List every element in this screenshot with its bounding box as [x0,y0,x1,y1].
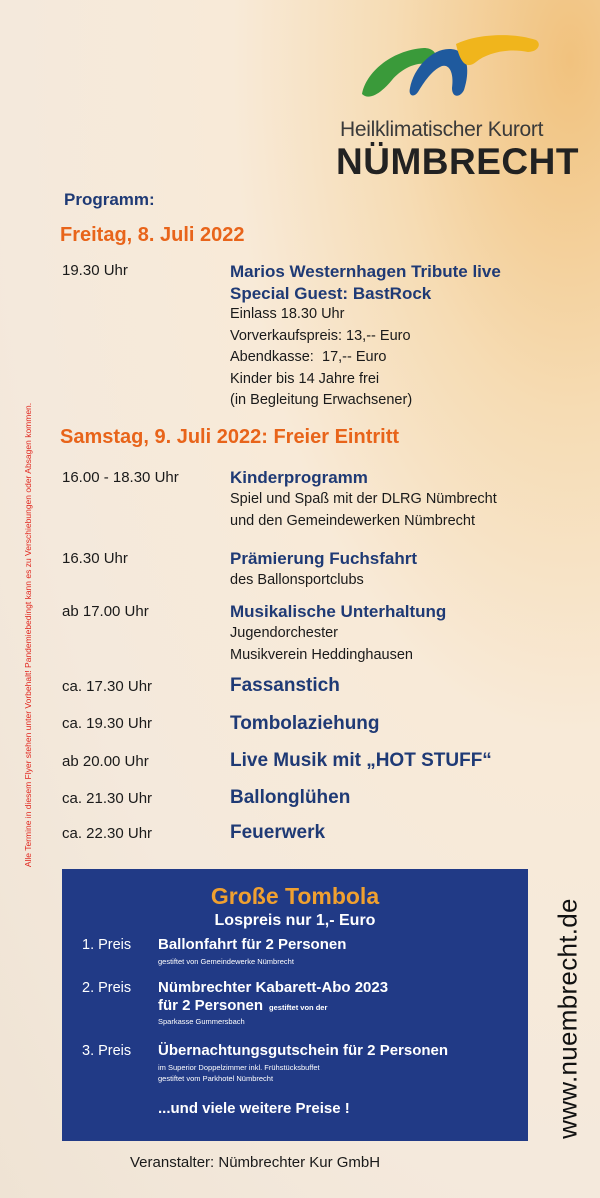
friday-einlass: Einlass 18.30 Uhr [230,306,345,322]
friday-title-line2: Special Guest: BastRock [230,284,432,303]
brand-name: NÜMBRECHT [336,141,579,182]
event-time: 16.00 - 18.30 Uhr [62,469,179,486]
event-time: ab 17.00 Uhr [62,603,149,620]
prize-detail: im Superior Doppelzimmer inkl. Frühstücksbuffet [158,1063,320,1072]
event-description [230,489,497,532]
event-desc-line: Jugendorchester [230,625,339,641]
event-title: Fassanstich [230,675,340,696]
event-desc-line: und den Gemeindewerken Nümbrecht [230,512,476,529]
event-description [230,570,364,592]
programm-label: Programm: [64,190,155,209]
friday-kinder: Kinder bis 14 Jahre frei [230,370,380,387]
event-title: Kinderprogramm [230,468,368,487]
tombola-title: Große Tombola [210,883,380,909]
brand-subtitle: Heilklimatischer Kurort [340,118,544,141]
nuembrecht-logo [352,32,542,104]
event-time: ca. 17.30 Uhr [62,678,153,695]
event-desc-line: Musikverein Heddinghausen [230,646,413,663]
event-title: Prämierung Fuchsfahrt [230,549,418,568]
event-title: Musikalische Unterhaltung [230,602,447,621]
prize-sponsor: Sparkasse Gummersbach [158,1017,245,1026]
event-title: Ballonglühen [230,787,351,808]
website-link[interactable]: www.nuembrecht.de [552,898,583,1139]
event-title: Live Musik mit „HOT STUFF“ [230,750,492,771]
event-time: ca. 19.30 Uhr [62,715,153,732]
logo-yellow-swoosh [456,35,539,65]
disclaimer-note: Alle Termine in diesem Flyer stehen unter Vorbehalt! Pandemiebedingt kann es zu Verschiebungen oder Absagen kommen. [23,402,33,868]
friday-abendkasse [230,347,412,369]
prize-sponsor: gestiftet vom Parkhotel Nümbrecht [158,1074,274,1083]
prize-rank: 1. Preis [82,937,132,953]
event-time: ab 20.00 Uhr [62,753,149,770]
prize-name-cont: für 2 Personen [158,997,264,1014]
event-description [230,623,413,666]
friday-vorverkauf: Vorverkaufspreis: 13,-- Euro [230,327,411,344]
event-desc-line: Spiel und Spaß mit der DLRG Nümbrecht [230,491,497,507]
prize-sponsor: gestiftet von Gemeindewerke Nümbrecht [158,957,294,966]
friday-title-line1: Marios Westernhagen Tribute live [230,262,501,281]
prize-name: Ballonfahrt für 2 Personen [158,936,347,953]
friday-begleitung: (in Begleitung Erwachsener) [230,392,413,408]
event-title: Feuerwerk [230,822,326,843]
tombola-lospreis: Lospreis nur 1,- Euro [214,912,376,929]
event-time: ca. 22.30 Uhr [62,825,153,842]
friday-time: 19.30 Uhr [62,262,128,279]
prize-rank: 3. Preis [82,1043,132,1059]
friday-heading: Freitag, 8. Juli 2022 [60,224,245,246]
event-title: Tombolaziehung [230,713,380,734]
abendkasse-value: 17,-- Euro [322,349,387,365]
tombola-more: ...und viele weitere Preise ! [158,1100,350,1117]
tombola-box [62,869,528,1141]
prize-sponsor-inline: gestiftet von der [269,1003,328,1012]
event-desc-line: des Ballonsportclubs [230,572,364,588]
saturday-heading: Samstag, 9. Juli 2022: Freier Eintritt [60,426,400,448]
prize-name: Nümbrechter Kabarett-Abo 2023 [158,979,389,996]
organizer-line: Veranstalter: Nümbrechter Kur GmbH [130,1154,381,1171]
abendkasse-label: Abendkasse: [230,349,314,365]
prize-rank: 2. Preis [82,980,132,996]
prize-name: Übernachtungsgutschein für 2 Personen [158,1042,449,1059]
prize-name-line2 [158,997,327,1015]
event-time: 16.30 Uhr [62,550,128,567]
friday-details [230,304,412,412]
event-time: ca. 21.30 Uhr [62,790,153,807]
